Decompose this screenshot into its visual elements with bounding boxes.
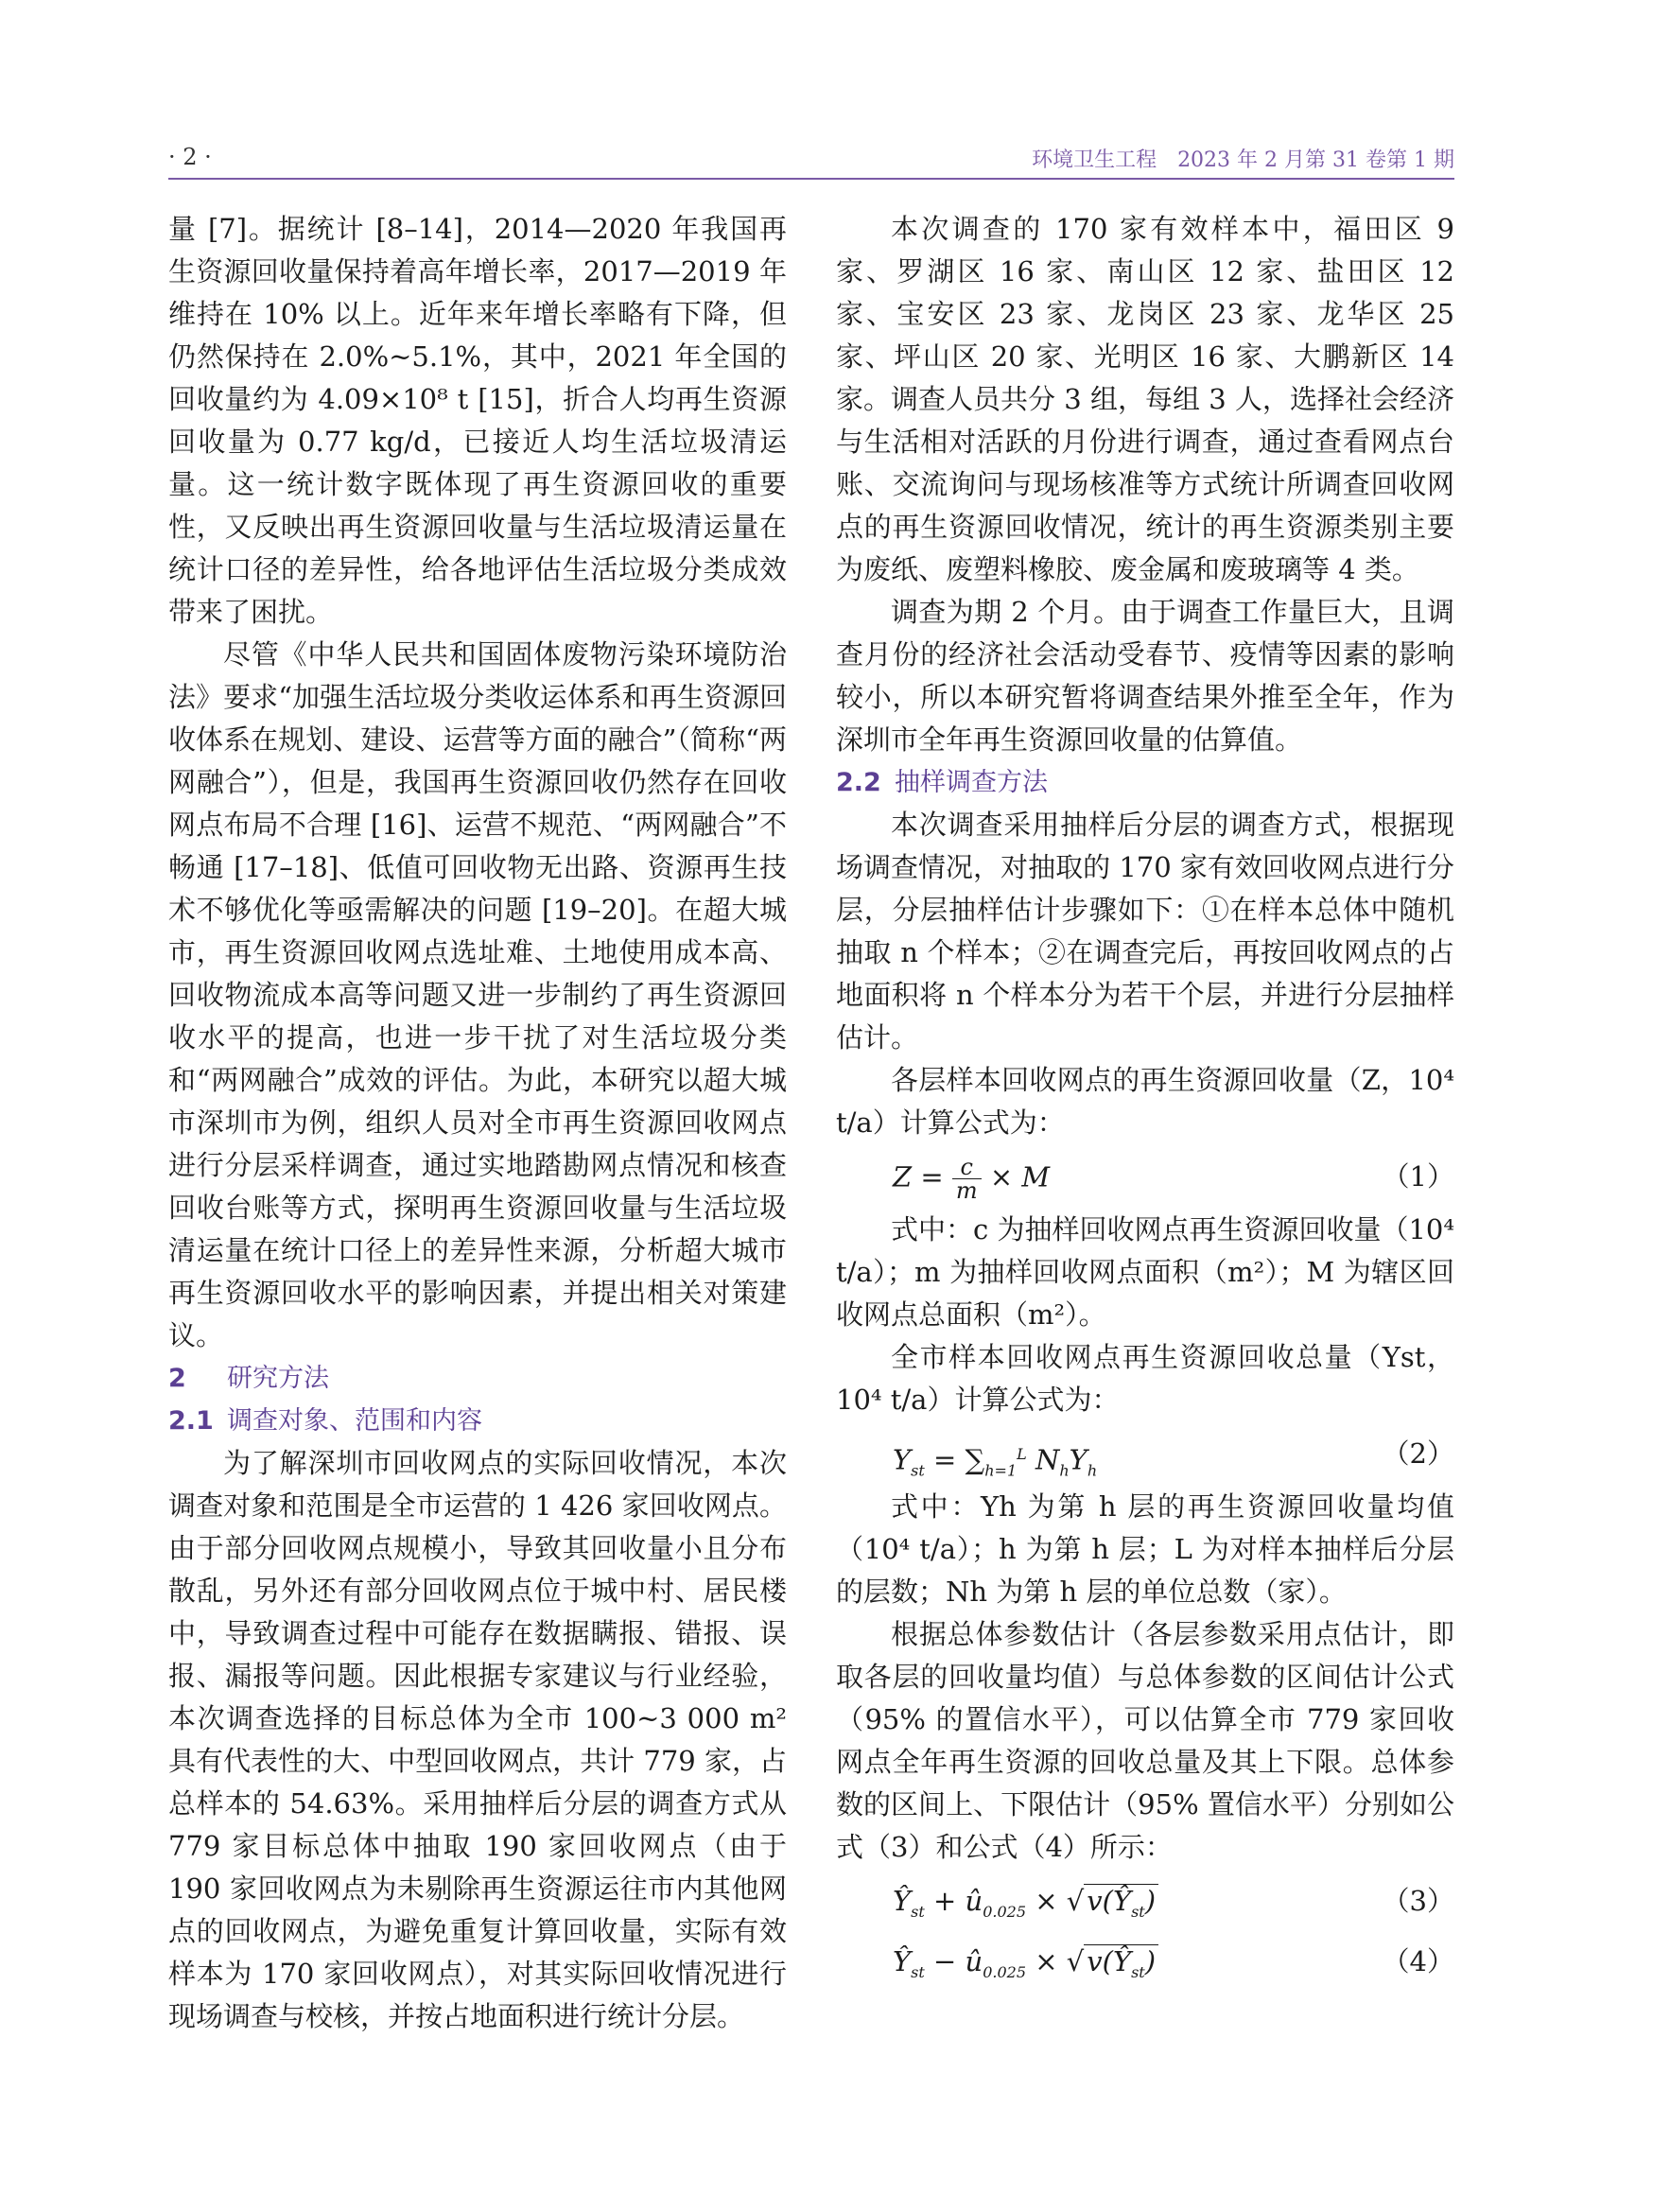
equation-number: （2） xyxy=(1382,1437,1454,1470)
paragraph: 式中：c 为抽样回收网点再生资源回收量（10⁴ t/a）；m 为抽样回收网点面积（m²）；M 为辖区回收网点总面积（m²）。 xyxy=(836,1213,1454,1331)
journal-info: 环境卫生工程 2023 年 2 月第 31 卷第 1 期 xyxy=(1032,148,1454,172)
equation-4: $Ŷ_{st}$ − $û_{0.025}$ × √ $v(Ŷ_{st})$ （4） xyxy=(836,1933,1454,1990)
paragraph: 尽管《中华人民共和国固体废物污染环境防治法》要求“加强生活垃圾分类收运体系和再生资源回收体系在规划、建设、运营等方面的融合”（简称“两网融合”），但是，我国再生资源回收仍然存在回收网点布局不合理 [16]、运营不规范、“两网融合”不畅通 [17–18]、低值可回收物无出路、资源再生技术不够优化等亟需解决的问题 [19–20]。在超大城市，再生资源回收网点选址难、土地使用成本高、回收物流成本高等问题又进一步制约了再生资源回收水平的提高，也进一步干扰了对生活垃圾分类和“两网融合”成效的评估。为此，本研究以超大城市深圳市为例，组织人员对全市再生资源回收网点进行分层采样调查，通过实地踏勘网点情况和核查回收台账等方式，探明再生资源回收量与生活垃圾清运量在统计口径上的差异性来源，分析超大城市再生资源回收水平的影响因素，并提出相关对策建议。 xyxy=(168,638,787,1351)
left-column xyxy=(168,208,787,2038)
paragraph: 本次调查的 170 家有效样本中，福田区 9 家、罗湖区 16 家、南山区 12 家、盐田区 12 家、宝安区 23 家、龙岗区 23 家、龙华区 25 家、坪山区 20 家、光明区 16 家、大鹏新区 14 家。调查人员共分 3 组，每组 3 人，选择社会经济与生活相对活跃的月份进行调查，通过查看网点台账、交流询问与现场核准等方式统计所调查回收网点的再生资源回收情况，统计的再生资源类别主要为废纸、废塑料橡胶、废金属和废玻璃等 4 类。 xyxy=(836,213,1454,585)
equation-number: （4） xyxy=(1382,1945,1454,1977)
subsection-heading: 2.2 抽样调查方法 xyxy=(836,768,1048,797)
paragraph: 本次调查采用抽样后分层的调查方式，根据现场调查情况，对抽取的 170 家有效回收网点进行分层，分层抽样估计步骤如下：①在样本总体中随机抽取 n 个样本；②在调查完后，再按回收网点的占地面积将 n 个样本分为若干个层，并进行分层抽样估计。 xyxy=(836,809,1454,1054)
equation-number: （1） xyxy=(1382,1160,1454,1193)
right-column xyxy=(836,208,1454,1994)
paragraph: 为了解深圳市回收网点的实际回收情况，本次调查对象和范围是全市运营的 1 426 家回收网点。由于部分回收网点规模小，导致其回收量小且分布散乱，另外还有部分回收网点位于城中村、居民楼中，导致调查过程中可能存在数据瞒报、错报、误报、漏报等问题。因此根据专家建议与行业经验，本次调查选择的目标总体为全市 100~3 000 m² 具有代表性的大、中型回收网点，共计 779 家，占总样本的 54.63%。采用抽样后分层的调查方式从 779 家目标总体中抽取 190 家回收网点（由于 190 家回收网点为未剔除再生资源运往市内其他网点的回收网点，为避免重复计算回收量，实际有效样本为 170 家回收网点），对其实际回收情况进行现场调查与校核，并按占地面积进行统计分层。 xyxy=(168,1447,787,2032)
section-heading: 2 研究方法 xyxy=(168,1364,329,1393)
paragraph: 根据总体参数估计（各层参数采用点估计，即取各层的回收量均值）与总体参数的区间估计公式（95% 的置信水平），可以估算全市 779 家回收网点全年再生资源的回收总量及其上下限。总体参数的区间上、下限估计（95% 置信水平）分别如公式（3）和公式（4）所示： xyxy=(836,1618,1454,1863)
page-number: · 2 · xyxy=(168,144,212,170)
paragraph: 调查为期 2 个月。由于调查工作量巨大，且调查月份的经济社会活动受春节、疫情等因素的影响较小，所以本研究暂将调查结果外推至全年，作为深圳市全年再生资源回收量的估算值。 xyxy=(836,596,1454,756)
subsection-heading: 2.1 调查对象、范围和内容 xyxy=(168,1406,482,1436)
paragraph: 各层样本回收网点的再生资源回收量（Z，10⁴ t/a）计算公式为： xyxy=(836,1064,1454,1139)
equation-1: Z = $\frac{c}{m}$ × M （1） xyxy=(893,1154,1454,1204)
paragraph: 全市样本回收网点再生资源回收总量（Yst，10⁴ t/a）计算公式为： xyxy=(836,1341,1454,1416)
equation-number: （3） xyxy=(1382,1885,1454,1917)
equation-2: $Y_{st} = \sum_{h=1}^L$ $N_hY_h$ （2） xyxy=(836,1425,1454,1482)
paragraph: 式中：Yh 为第 h 层的再生资源回收量均值（10⁴ t/a）；h 为第 h 层；L 为对样本抽样后分层的层数；Nh 为第 h 层的单位总数（家）。 xyxy=(836,1490,1454,1608)
paragraph: 量 [7]。据统计 [8–14]，2014—2020 年我国再生资源回收量保持着高年增长率，2017—2019 年维持在 10% 以上。近年来年增长率略有下降，但仍然保持在 2.0%~5.1%，其中，2021 年全国的回收量约为 4.09×10⁸ t [15]，折合人均再生资源回收量为 0.77 kg/d，已接近人均生活垃圾清运量。这一统计数字既体现了再生资源回收的重要性，又反映出再生资源回收量与生活垃圾清运量在统计口径的差异性，给各地评估生活垃圾分类成效带来了困扰。 xyxy=(168,213,787,628)
page-header xyxy=(168,144,1454,180)
equation-3: $Ŷ_{st}$ + $û_{0.025}$ × √ $v(Ŷ_{st})$ （3） xyxy=(836,1872,1454,1929)
